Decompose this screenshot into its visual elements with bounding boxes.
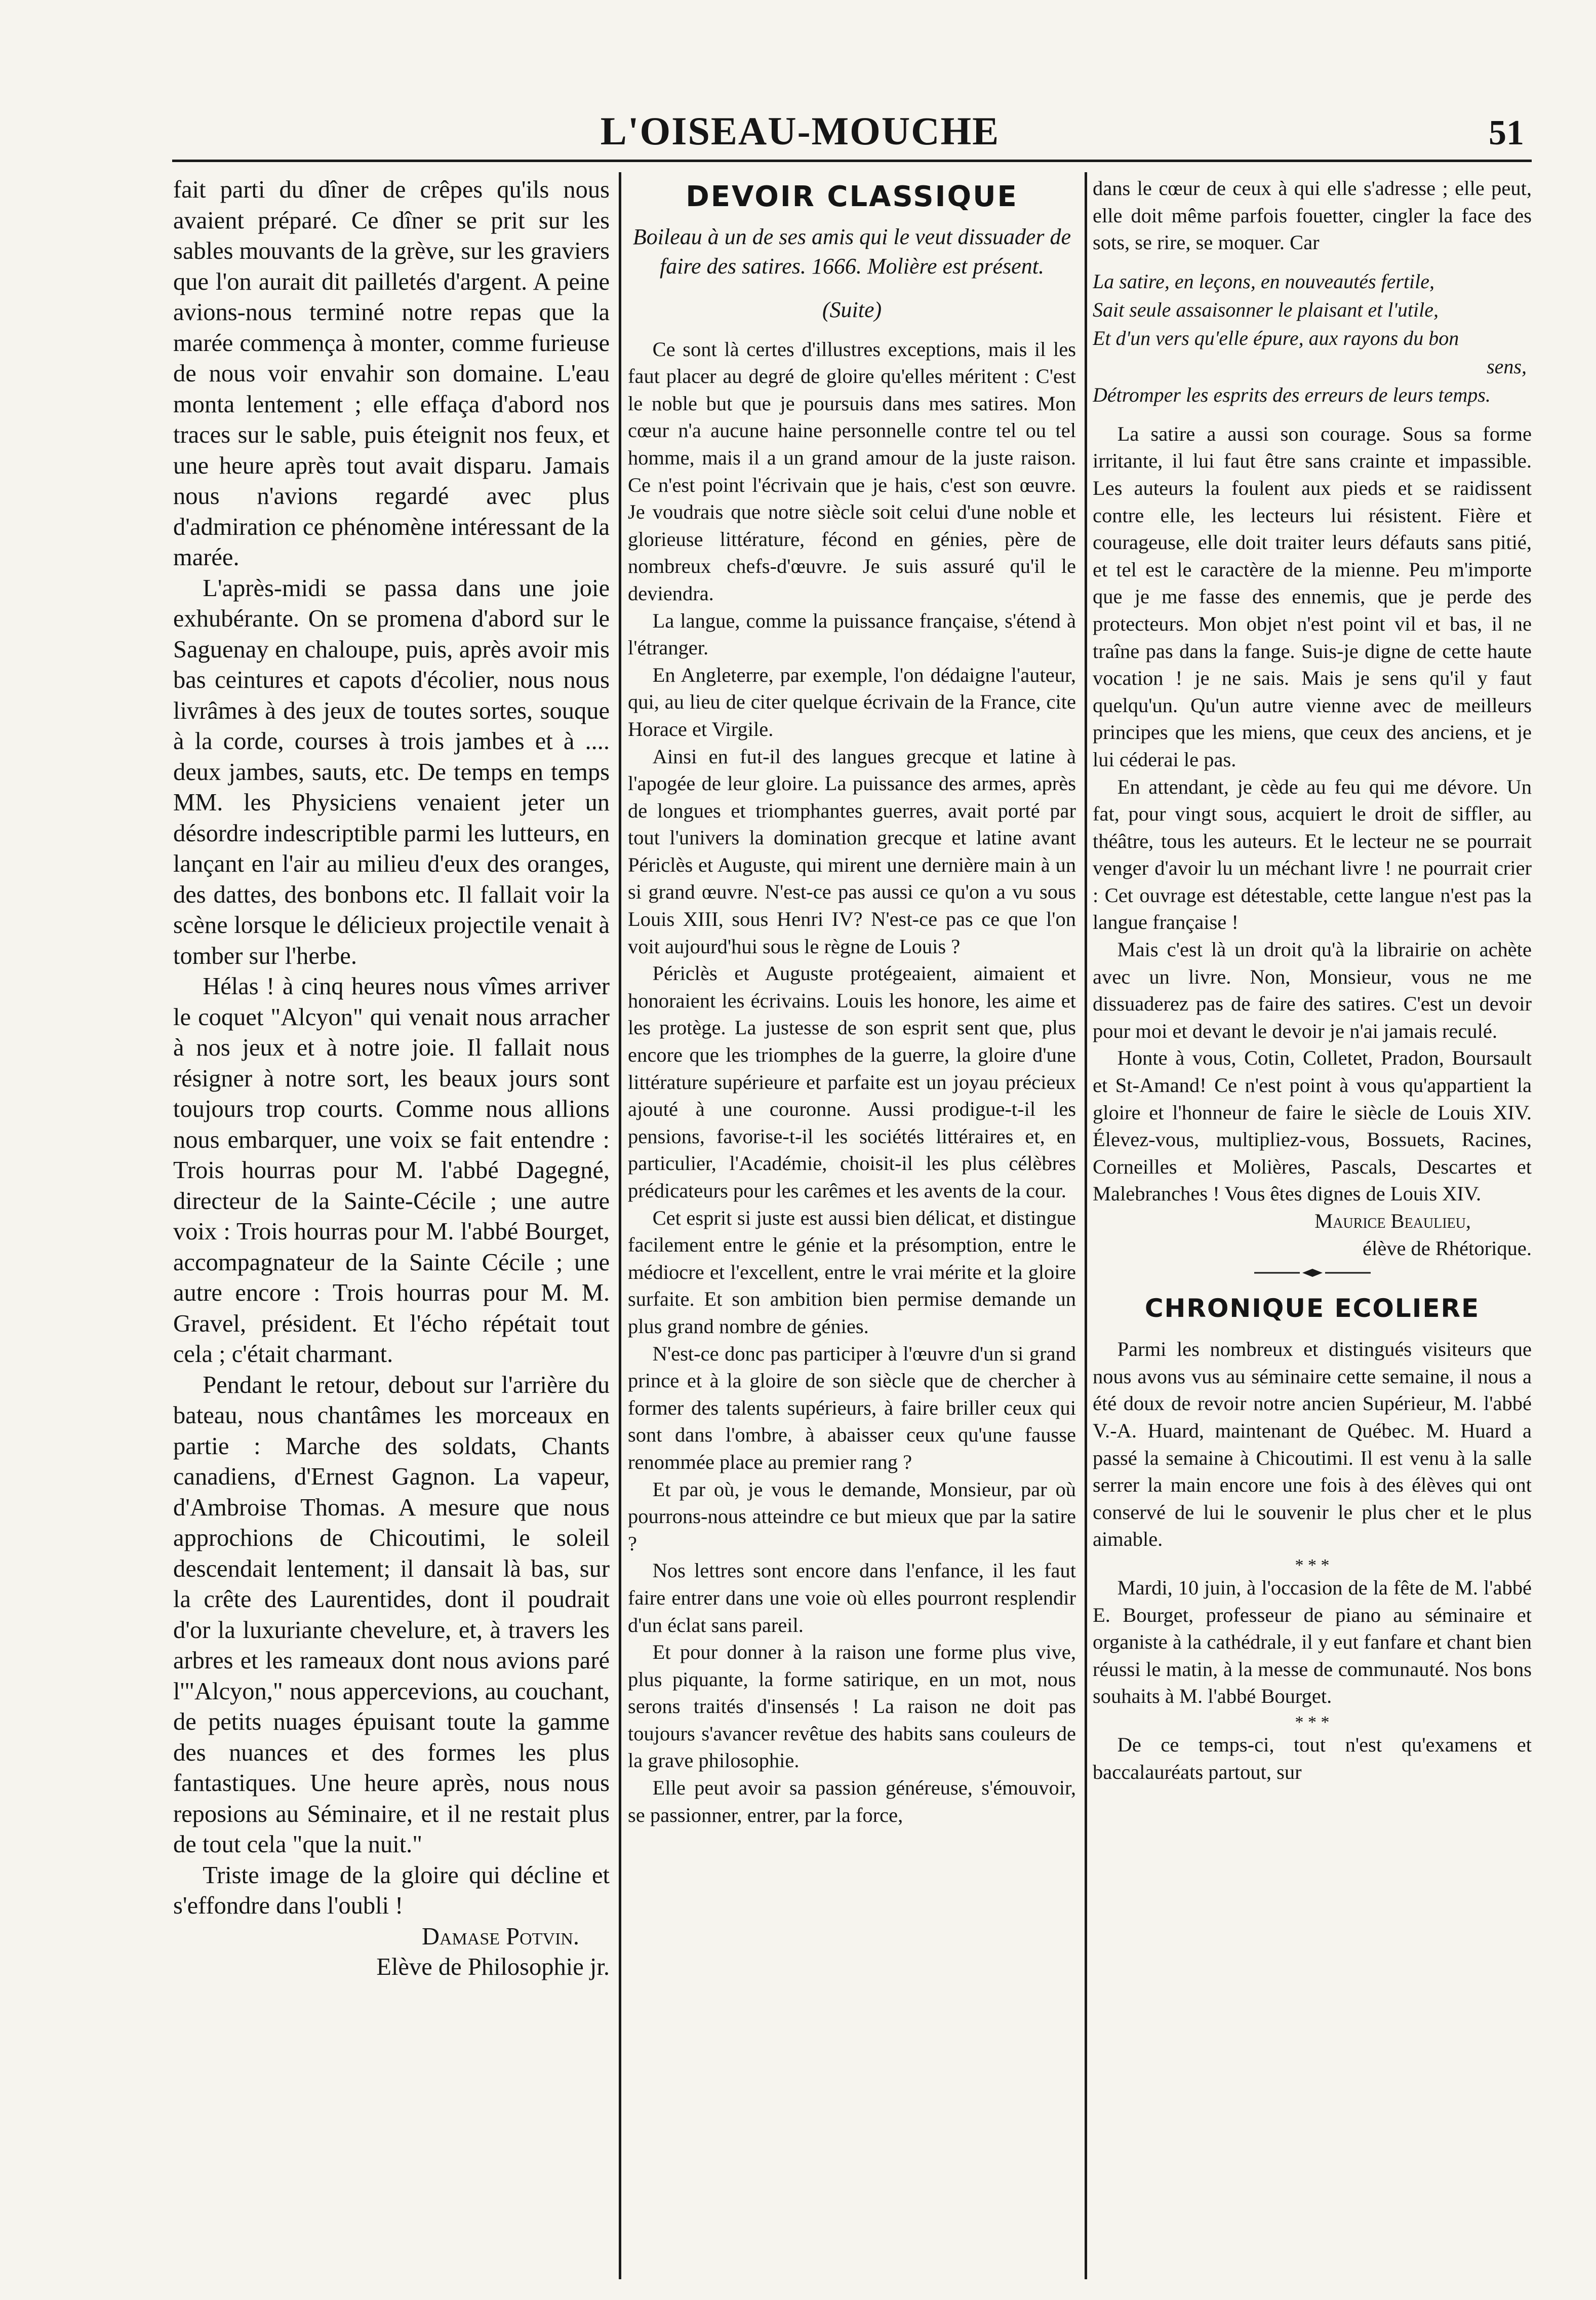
page-number: 51 bbox=[1489, 113, 1524, 152]
paragraph: Triste image de la gloire qui décline et s'effondre dans l'oubli ! bbox=[173, 1861, 610, 1919]
asterism: * * * bbox=[1295, 1555, 1330, 1575]
column-divider-2 bbox=[1085, 172, 1087, 2279]
author-role: élève de Rhétorique. bbox=[1363, 1236, 1532, 1260]
ornament-divider bbox=[1254, 1267, 1371, 1279]
section-title-chronique-ecoliere: CHRONIQUE ECOLIERE bbox=[1144, 1294, 1480, 1323]
paragraph: Mardi, 10 juin, à l'occasion de la fête de M. l'abbé E. Bourget, professeur de piano au séminaire et organiste à la cathédrale, il y eut fanfare et chant bien réussi le matin, à la messe de communauté. Nos bons souhaits à M. l'abbé Bourget. bbox=[1093, 1576, 1532, 1708]
article-subtitle: Boileau à un de ses amis qui le veut dissuader de faire des satires. 1666. Molière est présent. bbox=[632, 224, 1071, 279]
header-rule bbox=[172, 160, 1532, 162]
author-signature: Maurice Beaulieu, bbox=[1314, 1210, 1471, 1232]
section-title-devoir-classique: DEVOIR CLASSIQUE bbox=[686, 180, 1018, 213]
paragraph: Nos lettres sont encore dans l'enfance, il les faut faire entrer dans une voie où elles pourront resplendir d'un éclat sans pareil. bbox=[628, 1559, 1076, 1636]
verse-line: La satire, en leçons, en nouveautés fertile, bbox=[1093, 269, 1435, 293]
verse-line: Et d'un vers qu'elle épure, aux rayons du bon bbox=[1093, 326, 1459, 349]
paragraph: Ce sont là certes d'illustres exceptions, mais il les faut placer au degré de gloire qu'elles méritent : C'est le noble but que je poursuis dans mes satires. Mon cœur n'a aucune haine personnelle contre tel ou tel homme, mais il a un grand amour de la juste raison. Ce n'est point l'écrivain que je hais, c'est son œuvre. Je voudrais que notre siècle soit celui d'une noble et glorieuse littérature, fécond en génies, père de nombreux chefs-d'œuvre. Je suis assuré qu'il le deviendra. bbox=[628, 337, 1076, 605]
column-2 bbox=[628, 175, 1076, 2287]
author-role: Elève de Philosophie jr. bbox=[376, 1954, 610, 1980]
asterism: * * * bbox=[1295, 1712, 1330, 1732]
verse-quotation bbox=[1093, 267, 1532, 409]
column-3 bbox=[1093, 175, 1532, 2287]
paragraph: L'après-midi se passa dans une joie exhubérante. On se promena d'abord sur le Saguenay en chaloupe, puis, après avoir mis bas ceintures et capots d'écolier, nous nous livrâmes à des jeux de toutes sortes, souque à la corde, courses à trois jambes et à .... deux jambes, sauts, etc. De temps en temps MM. les Physiciens venaient jeter un désordre indescriptible parmi les lutteurs, en lançant en l'air au milieu d'eux des oranges, des dattes, des bonbons etc. Il fallait voir la scène lorsque le délicieux projectile venait à tomber sur l'herbe. bbox=[173, 574, 610, 969]
paragraph: En attendant, je cède au feu qui me dévore. Un fat, pour vingt sous, acquiert le droit de siffler, au théâtre, tous les auteurs. Et le lecteur ne se pourrait venger d'avoir lu un méchant livre ! ne pourrait crier : Cet ouvrage est détestable, cette langue n'est pas la langue française ! bbox=[1093, 775, 1532, 934]
column-divider-1 bbox=[619, 172, 621, 2279]
paragraph: Mais c'est là un droit qu'à la librairie on achète avec un livre. Non, Monsieur, vous ne me dissuaderez pas de faire des satires. C'est un devoir pour moi et devant le devoir je n'ai jamais reculé. bbox=[1093, 938, 1532, 1042]
paragraph: Et par où, je vous le demande, Monsieur, par où pourrons-nous atteindre ce but mieux que par la satire ? bbox=[628, 1477, 1076, 1555]
paragraph: Pendant le retour, debout sur l'arrière du bateau, nous chantâmes les morceaux en partie : Marche des soldats, Chants canadiens, d'Ernest Gagnon. La vapeur, d'Ambroise Thomas. A mesure que nous approchions de Chicoutimi, le soleil descendait lentement; il dansait là bas, sur la crête des Laurentides, dont il poudrait d'or la luxuriante chevelure, et, à travers les arbres et les rameaux dont nous avions paré l'"Alcyon," nous appercevions, au couchant, de petits nuages épuisant toute la gamme des nuances et des formes les plus fantastiques. Une heure après, nous nous reposions au Séminaire, et il ne restait plus de tout cela "que la nuit." bbox=[173, 1371, 610, 1858]
paragraph: Parmi les nombreux et distingués visiteurs que nous avons vus au séminaire cette semaine, il nous a été doux de revoir notre ancien Supérieur, M. l'abbé V.-A. Huard, maintenant de Québec. M. Huard a passé la semaine à Chicoutimi. Il est venu à la salle serrer la main encore une fois à des élèves qui ont conservé de lui le souvenir le plus cher et le plus aimable. bbox=[1093, 1338, 1532, 1551]
paragraph: Elle peut avoir sa passion généreuse, s'émouvoir, se passionner, entrer, par la force, bbox=[628, 1776, 1076, 1826]
paragraph: Ainsi en fut-il des langues grecque et latine à l'apogée de leur gloire. La puissance des armes, après de longues et triomphantes guerres, avait porté par tout l'univers la domination grecque et latine avant Périclès et Auguste, qui mirent une dernière main à un si grand œuvre. N'est-ce pas aussi ce qu'on a vu sous Louis XIII, sous Henri IV? N'est-ce pas ce que l'on voit aujourd'hui sous le règne de Louis ? bbox=[628, 745, 1076, 958]
paragraph: N'est-ce donc pas participer à l'œuvre d'un si grand prince et à la gloire de son siècle que de chercher à former des talents supérieurs, à faire briller ceux qui sont dans l'ombre, à abaisser ceux qu'une fausse renommée place au premier rang ? bbox=[628, 1342, 1076, 1473]
paragraph: En Angleterre, par exemple, l'on dédaigne l'auteur, qui, au lieu de citer quelque écrivain de la France, cite Horace et Virgile. bbox=[628, 663, 1076, 740]
paragraph: La langue, comme la puissance française, s'étend à l'étranger. bbox=[628, 609, 1076, 659]
paragraph: Honte à vous, Cotin, Colletet, Pradon, Boursault et St-Amand! Ce n'est point à vous qu'appartient la gloire et l'honneur de faire le siècle de Louis XIV. Élevez-vous, multipliez-vous, Bossuets, Racines, Corneilles et Molières, Pascals, Descartes et Malebranches ! Vous êtes dignes de Louis XIV. bbox=[1093, 1046, 1532, 1205]
paragraph: La satire a aussi son courage. Sous sa forme irritante, il lui faut être sans crainte et impassible. Les auteurs la foulent aux pieds et se raidissent contre elle, les lecteurs lui résistent. Fière et courageuse, elle doit traiter leurs défauts sans pitié, et tel est le caractère de la mienne. Peu m'importe que je me fasse des ennemis, que je perde des protecteurs. Mon objet n'est point vil et bas, il ne traîne pas dans la fange. Suis-je digne de cette haute vocation ! je ne sais. Mais je sens qu'il y faut quelqu'un. Qu'un autre vienne avec de meilleurs principes que les miens, que ceux des anciens, et je lui céderai le pas. bbox=[1093, 422, 1532, 771]
paragraph: Périclès et Auguste protégeaient, aimaient et honoraient les écrivains. Louis les honore, les aime et les protège. La justesse de son esprit sent que, plus encore que les triomphes de la guerre, la gloire d'une littérature supérieure et parfaite est un joyau précieux ajouté à une couronne. Aussi prodigue-t-il les pensions, favorise-t-il les sociétés littéraires et, en particulier, l'Académie, choisit-il les plus célèbres prédicateurs pour les carêmes et les avents de la cour. bbox=[628, 962, 1076, 1202]
paragraph: Hélas ! à cinq heures nous vîmes arriver le coquet "Alcyon" qui venait nous arracher à nos jeux et à notre joie. Il fallait nous résigner à notre sort, les beaux jours sont toujours trop courts. Comme nous allions nous embarquer, une voix se fait entendre : Trois hourras pour M. l'abbé Dagegné, directeur de la Sainte-Cécile ; une autre voix : Trois hourras pour M. l'abbé Bourget, accompagnateur de la Sainte Cécile ; une autre encore : Trois hourras pour M. M. Gravel, président. Et l'écho répétait tout cela ; c'était charmant. bbox=[173, 973, 610, 1368]
paragraph: Cet esprit si juste est aussi bien délicat, et distingue facilement entre le génie et la présomption, entre le médiocre et l'excellent, entre le vrai mérite et la gloire surfaite. Et son ambition bien permise demande un plus grand nombre de génies. bbox=[628, 1206, 1076, 1338]
verse-line: Sait seule assaisonner le plaisant et l'utile, bbox=[1093, 298, 1439, 321]
verse-line: sens, bbox=[1487, 355, 1527, 378]
column-1 bbox=[173, 175, 610, 2287]
paragraph: Et pour donner à la raison une forme plus vive, plus piquante, la forme satirique, en un mot, nous serons traités d'insensés ! La raison ne doit pas toujours s'avancer revêtue des habits sans couleurs de la grave philosophie. bbox=[628, 1641, 1076, 1772]
paragraph: De ce temps-ci, tout n'est qu'examens et baccalauréats partout, sur bbox=[1093, 1733, 1532, 1783]
paragraph: dans le cœur de ceux à qui elle s'adresse ; elle peut, elle doit même parfois fouetter, cingler la face des sots, se rire, se moquer. Car bbox=[1093, 177, 1532, 254]
author-signature: Damase Potvin. bbox=[421, 1923, 579, 1950]
verse-line: Détromper les esprits des erreurs de leurs temps. bbox=[1093, 383, 1491, 406]
newspaper-title: L'OISEAU-MOUCHE bbox=[600, 109, 1000, 153]
paragraph: fait parti du dîner de crêpes qu'ils nous avaient préparé. Ce dîner se prit sur les sables mouvants de la grève, sur les graviers que l'on aurait dit pailletés d'argent. A peine avions-nous terminé notre repas que la marée commença à monter, comme furieuse de nous voir envahir son domaine. L'eau monta lentement ; elle effaça d'abord nos traces sur le sable, puis éteignit nos feux, et une heure après tout avait disparu. Jamais nous n'avions regardé avec plus d'admiration ce phénomène intéressant de la marée. bbox=[173, 176, 610, 571]
continuation-label: (Suite) bbox=[822, 297, 882, 322]
